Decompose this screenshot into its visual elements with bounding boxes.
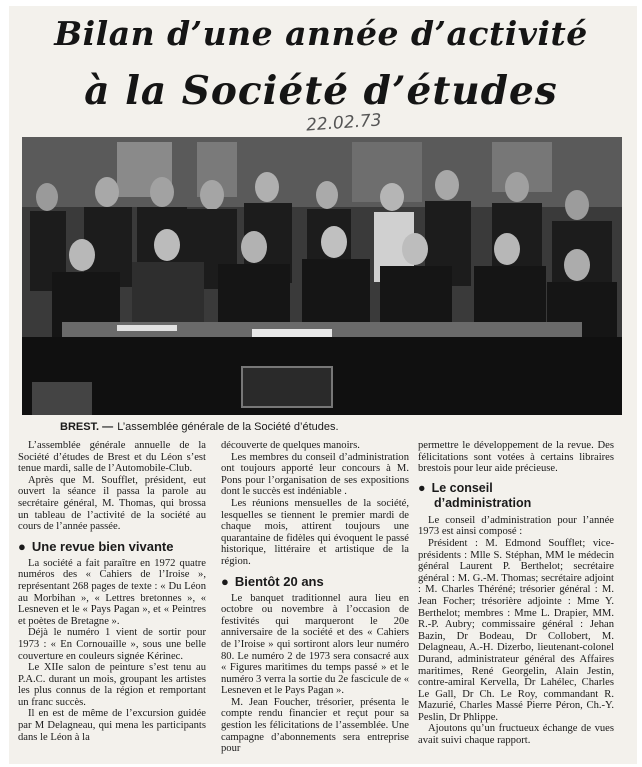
paragraph: Déjà le numéro 1 vient de sortir pour 1973 : « En Cornouaille », sous une belle couverture en couleurs signée Kérinec. (18, 627, 206, 662)
paragraph: Il en est de même de l’excursion guidée par M Delagneau, qui mena les participants dans le Léon à la (18, 708, 206, 743)
paragraph: L’assemblée générale annuelle de la Société d’études de Brest et du Léon s’est tenue mardi, salle de l’Automobile-Club. (18, 440, 206, 475)
section-heading-text: Bientôt 20 ans (234, 573, 324, 589)
article-column-2 (221, 440, 409, 755)
photo-caption (60, 421, 339, 433)
paragraph: permettre le développement de la revue. Des félicitations sont votées à certains libraires brestois pour leur aide précieuse. (418, 440, 614, 475)
paragraph: Le banquet traditionnel aura lieu en octobre ou novembre à l’occasion de festivités qui marqueront le 20e anniversaire de la société et des « Cahiers de l’Iroise » qui sortiront alors leur numéro 80. Le numéro 2 de 1973 sera consacré aux « Figures maritimes du temps passé » et le numéro 3 verra la sortie du 2e fascicule de « Lesneven et le Pays Pagan ». (221, 592, 409, 697)
headline-line-1: Bilan d’une année d’activité (54, 14, 588, 53)
group-photo-drawing (22, 137, 622, 415)
bullet-icon: ● (418, 480, 426, 495)
article-column-1 (18, 440, 206, 743)
caption-text: L’assemblée générale de la Société d’études. (117, 421, 339, 433)
section-heading (418, 481, 614, 511)
handwritten-date: 22.02.73 (305, 110, 383, 136)
paragraph: Après que M. Soufflet, président, eut ouvert la séance il passa la parole au secrétaire général, M. Thomas, qui brossa un tableau de l’activité de la société au cours de l’année passée. (18, 474, 206, 533)
bullet-icon: ● (18, 538, 26, 554)
paragraph: Ajoutons qu’un fructueux échange de vues avait suivi chaque rapport. (418, 723, 614, 747)
section-heading (221, 574, 409, 589)
paragraph: découverte de quelques manoirs. (221, 440, 360, 451)
section-heading-text-2: d’administration (434, 495, 532, 510)
section-heading-text: Une revue bien vivante (31, 538, 174, 554)
article-column-3 (418, 440, 614, 747)
paragraph: Président : M. Edmond Soufflet; vice-présidents : Mlle S. Stéphan, MM le médecin général Laurent P. Berthelot; secrétaire général : M. G.-M. Thomas; secrétaire adjoint : M. Charles Théréné; trésorier général : M. Jean Focher; trésorière adjointe : Mme Y. Berthelot; membres : Mme L. Drapier, MM. R.-P. Aubry; commissaire général : Jehan Bazin, Dr Bodeau, Dr Collobert, M. Delagneau, A.-H. Dizerbo, lieutenant-colonel Durand, administrateur général des Affaires maritimes, René Georgelin, Alain Jestin, contre-amiral Kervella, Dr Lahélec, Charles Le Gall, Dr Ch. Le Roy, commandant R. Mazurié, Charles Massé Pierre Péron, Ch.-Y. Peslin, Dr Phlippe. (418, 537, 614, 723)
paragraph: Le conseil d’administration pour l’année 1973 est ainsi composé : (418, 514, 614, 538)
group-photo (22, 137, 622, 415)
headline-line-2: à la Société d’études (84, 68, 558, 114)
paragraph: Le XIIe salon de peinture s’est tenu au P.A.C. durant un mois, groupant les artistes les plus connus de la région et remportant un franc succès. (18, 662, 206, 708)
paragraph: La société a fait paraître en 1972 quatre numéros des « Cahiers de l’Iroise », représentant 268 pages de texte : « Du Léon au Morbihan », « Lettres bretonnes », « Lesneven et le « Pays Pagan », et « Peintres et poètes de Bretagne ». (18, 557, 206, 627)
paragraph: Les réunions mensuelles de la société, lesquelles se tiennent le premier mardi de chaque mois, attirent toujours une quarantaine de fidèles qui évoquent le passé historique, littéraire et artistique de la région. (221, 497, 409, 567)
paragraph: M. Jean Foucher, trésorier, présenta le compte rendu financier et reçut pour sa gestion les félicitations de l’assemblée. Une campagne d’abonnements sera entreprise pour (221, 696, 409, 755)
section-heading (18, 539, 206, 554)
section-heading-text: Le conseil (431, 480, 493, 495)
paragraph: Les membres du conseil d’administration ont toujours apporté leur concours à M. Pons pour l’organisation de ses expositions dont le succès est indéniable . (221, 451, 409, 498)
caption-place: BREST. — (60, 421, 114, 433)
bullet-icon: ● (221, 573, 229, 589)
